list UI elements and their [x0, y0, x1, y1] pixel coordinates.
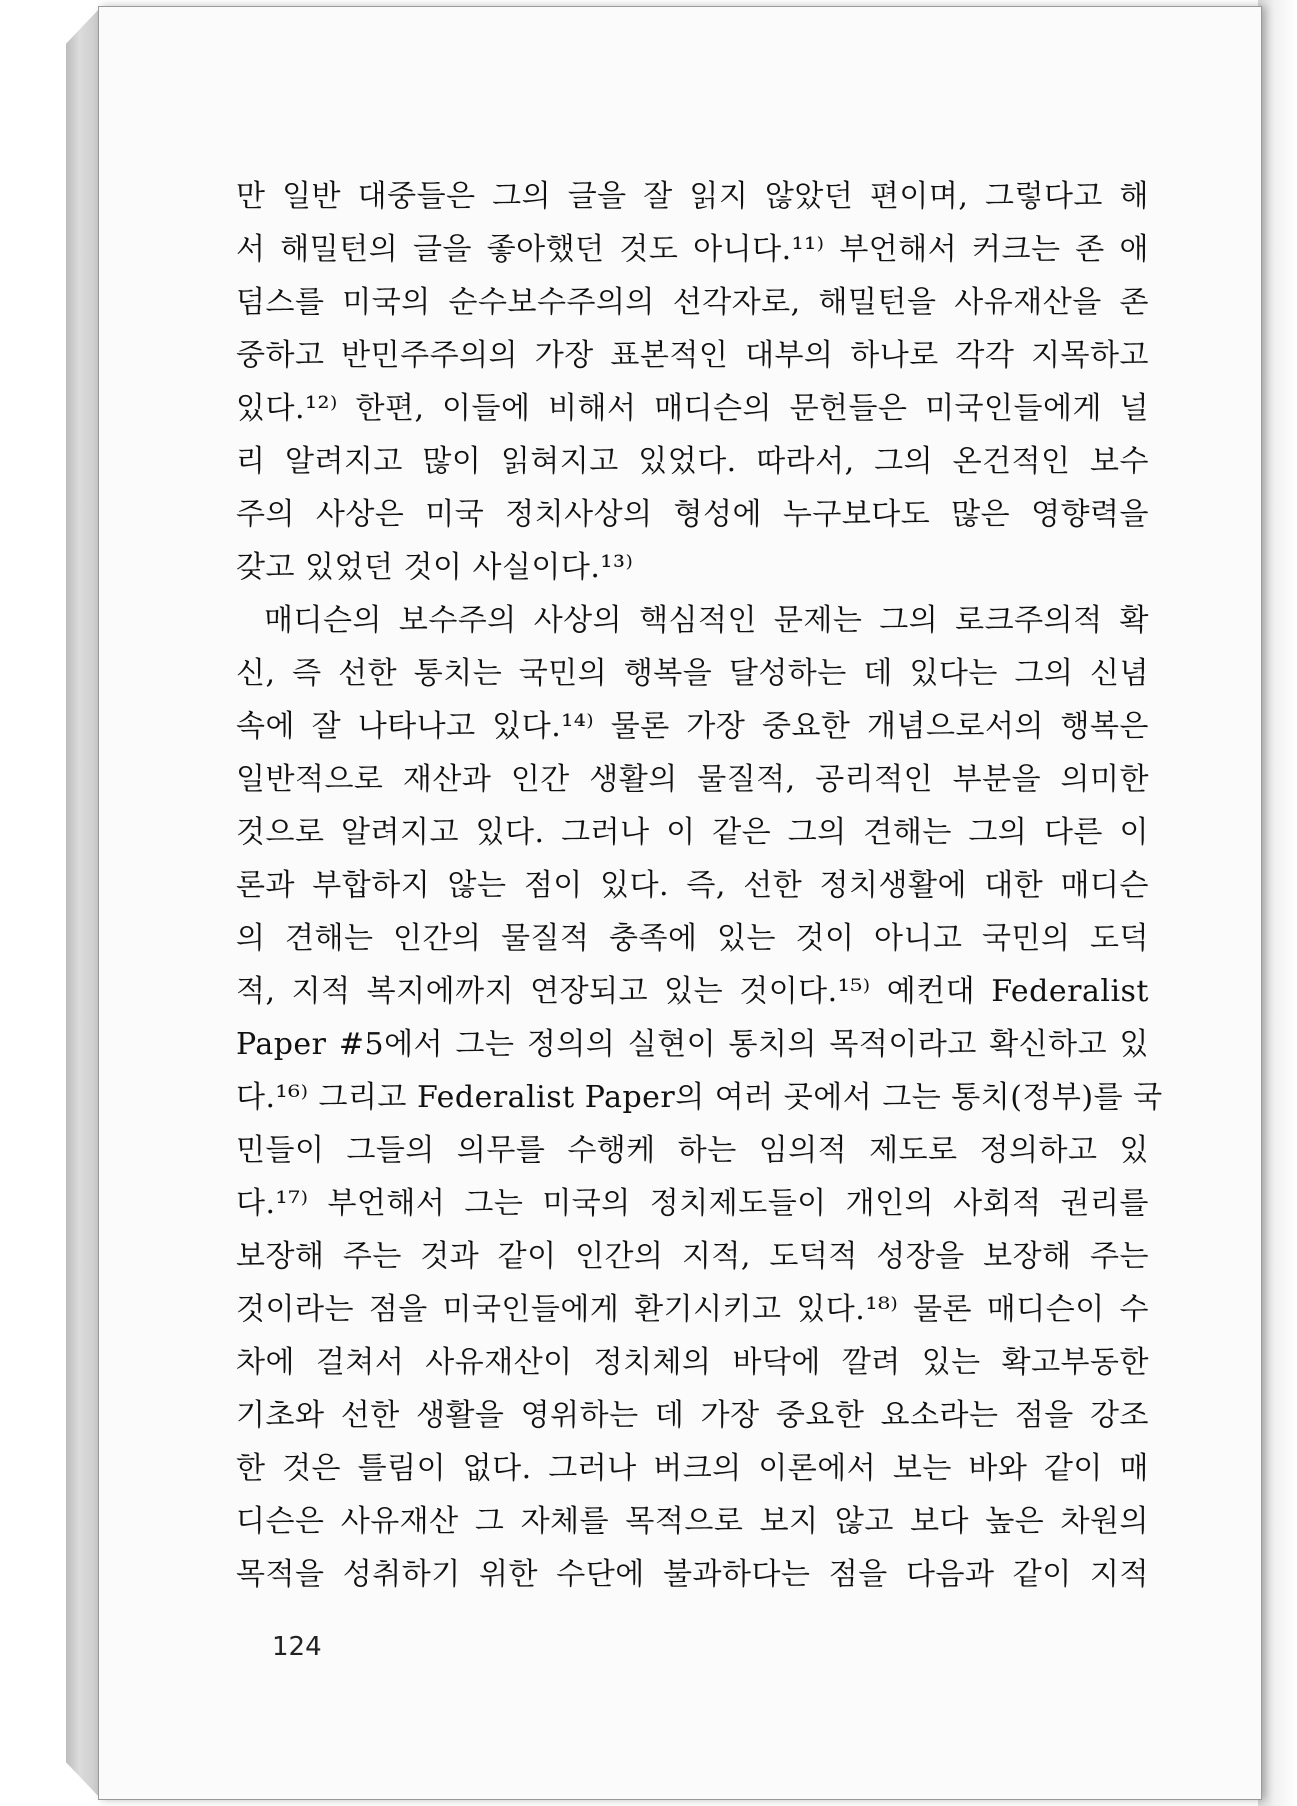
page-number: 124 — [272, 1632, 322, 1662]
text-line: 목적을 성취하기 위한 수단에 불과하다는 점을 다음과 같이 지적 — [236, 1557, 1149, 1592]
text-line: 다.¹⁶⁾ 그리고 Federalist Paper의 여러 곳에서 그는 통치(정부)를 국 — [236, 1080, 1163, 1115]
text-line: 덤스를 미국의 순수보수주의의 선각자로, 해밀턴을 사유재산을 존 — [236, 285, 1149, 320]
text-line: Paper #5에서 그는 정의의 실현이 통치의 목적이라고 확신하고 있 — [236, 1027, 1149, 1062]
text-line: 차에 걸쳐서 사유재산이 정치체의 바닥에 깔려 있는 확고부동한 — [236, 1345, 1149, 1380]
text-line: 기초와 선한 생활을 영위하는 데 가장 중요한 요소라는 점을 강조 — [236, 1398, 1149, 1433]
text-line: 리 알려지고 많이 읽혀지고 있었다. 따라서, 그의 온건적인 보수 — [236, 444, 1149, 479]
text-line: 다.¹⁷⁾ 부언해서 그는 미국의 정치제도들이 개인의 사회적 권리를 — [236, 1186, 1149, 1221]
text-line: 갖고 있었던 것이 사실이다.¹³⁾ — [236, 550, 634, 585]
book-left-edge — [66, 8, 100, 1798]
text-line: 만 일반 대중들은 그의 글을 잘 읽지 않았던 편이며, 그렇다고 해 — [236, 179, 1149, 214]
text-line: 신, 즉 선한 통치는 국민의 행복을 달성하는 데 있다는 그의 신념 — [236, 656, 1149, 691]
text-line: 적, 지적 복지에까지 연장되고 있는 것이다.¹⁵⁾ 예컨대 Federalist — [236, 974, 1149, 1009]
text-line: 것으로 알려지고 있다. 그러나 이 같은 그의 견해는 그의 다른 이 — [236, 815, 1149, 850]
text-line: 중하고 반민주주의의 가장 표본적인 대부의 하나로 각각 지목하고 — [236, 338, 1149, 373]
text-line: 보장해 주는 것과 같이 인간의 지적, 도덕적 성장을 보장해 주는 — [236, 1239, 1149, 1274]
book-right-shadow — [1258, 0, 1297, 1806]
paragraph-start-line: 매디슨의 보수주의 사상의 핵심적인 문제는 그의 로크주의적 확 — [264, 603, 1149, 638]
text-line: 것이라는 점을 미국인들에게 환기시키고 있다.¹⁸⁾ 물론 매디슨이 수 — [236, 1292, 1149, 1327]
text-line: 민들이 그들의 의무를 수행케 하는 임의적 제도로 정의하고 있 — [236, 1133, 1149, 1168]
text-line: 있다.¹²⁾ 한편, 이들에 비해서 매디슨의 문헌들은 미국인들에게 널 — [236, 391, 1149, 426]
text-line: 디슨은 사유재산 그 자체를 목적으로 보지 않고 보다 높은 차원의 — [236, 1504, 1149, 1539]
text-line: 의 견해는 인간의 물질적 충족에 있는 것이 아니고 국민의 도덕 — [236, 921, 1149, 956]
text-line: 일반적으로 재산과 인간 생활의 물질적, 공리적인 부분을 의미한 — [236, 762, 1149, 797]
body-text — [236, 170, 1163, 1601]
text-line: 속에 잘 나타나고 있다.¹⁴⁾ 물론 가장 중요한 개념으로서의 행복은 — [236, 709, 1149, 744]
text-line: 주의 사상은 미국 정치사상의 형성에 누구보다도 많은 영향력을 — [236, 497, 1149, 532]
text-line: 론과 부합하지 않는 점이 있다. 즉, 선한 정치생활에 대한 매디슨 — [236, 868, 1149, 903]
text-line: 서 해밀턴의 글을 좋아했던 것도 아니다.¹¹⁾ 부언해서 커크는 존 애 — [236, 232, 1149, 267]
text-line: 한 것은 틀림이 없다. 그러나 버크의 이론에서 보는 바와 같이 매 — [236, 1451, 1149, 1486]
